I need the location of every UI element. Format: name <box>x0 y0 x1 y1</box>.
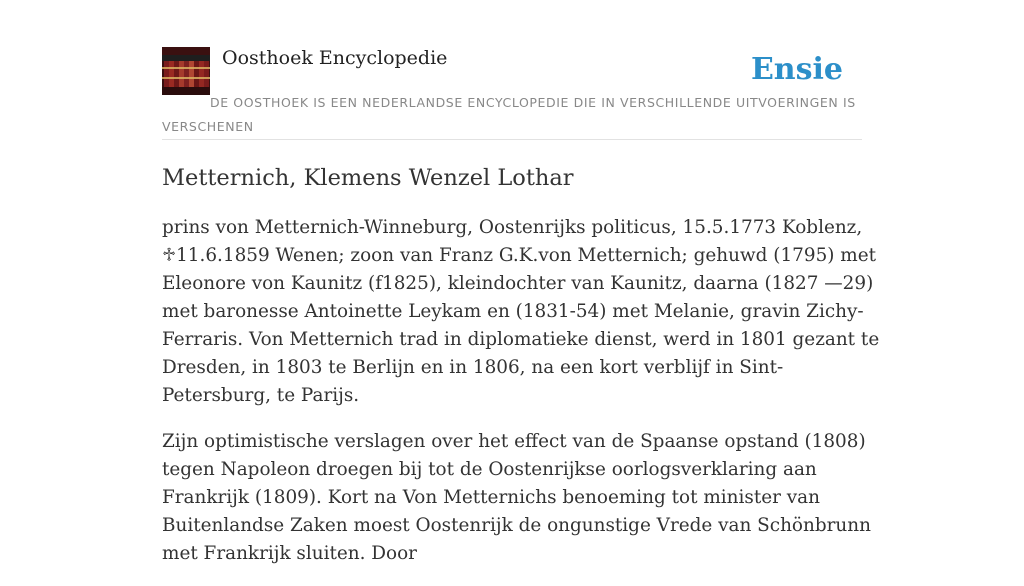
article-paragraph: prins von Metternich-Winneburg, Oostenrijks politicus, 15.5.1773 Koblenz, ♱11.6.1859 Wenen; zoon van Franz G.K.von Metternich; gehuwd (1795) met Eleonore von Kaunitz (f1825), kleindochter van Kaunitz, daarna (1827 —29) met baronesse Antoinette Leykam en (1831-54) met Melanie, gravin Zichy-Ferraris. Von Metternich trad in diplomatieke dienst, werd in 1801 gezant te Dresden, in 1803 te Berlijn en in 1806, na een kort verblijf in Sint-Petersburg, te Parijs. <box>162 217 880 406</box>
article-title: Metternich, Klemens Wenzel Lothar <box>162 165 574 191</box>
avatar[interactable] <box>162 47 210 95</box>
source-description: DE OOSTHOEK IS EEN NEDERLANDSE ENCYCLOPEDIE DIE IN VERSCHILLENDE UITVOERINGEN IS VERSCHENEN <box>162 95 856 134</box>
brand-logo[interactable]: Ensie <box>750 52 843 87</box>
encyclopedia-books-icon <box>162 47 210 95</box>
source-title[interactable]: Oosthoek Encyclopedie <box>222 47 448 69</box>
source-header <box>162 46 862 140</box>
article-body <box>162 214 882 586</box>
article-paragraph: Zijn optimistische verslagen over het effect van de Spaanse opstand (1808) tegen Napoleon droegen bij tot de Oostenrijkse oorlogsverklaring aan Frankrijk (1809). Kort na Von Metternichs benoeming tot minister van Buitenlandse Zaken moest Oostenrijk de ongunstige Vrede van Schönbrunn met Frankrijk sluiten. Door <box>162 431 871 564</box>
